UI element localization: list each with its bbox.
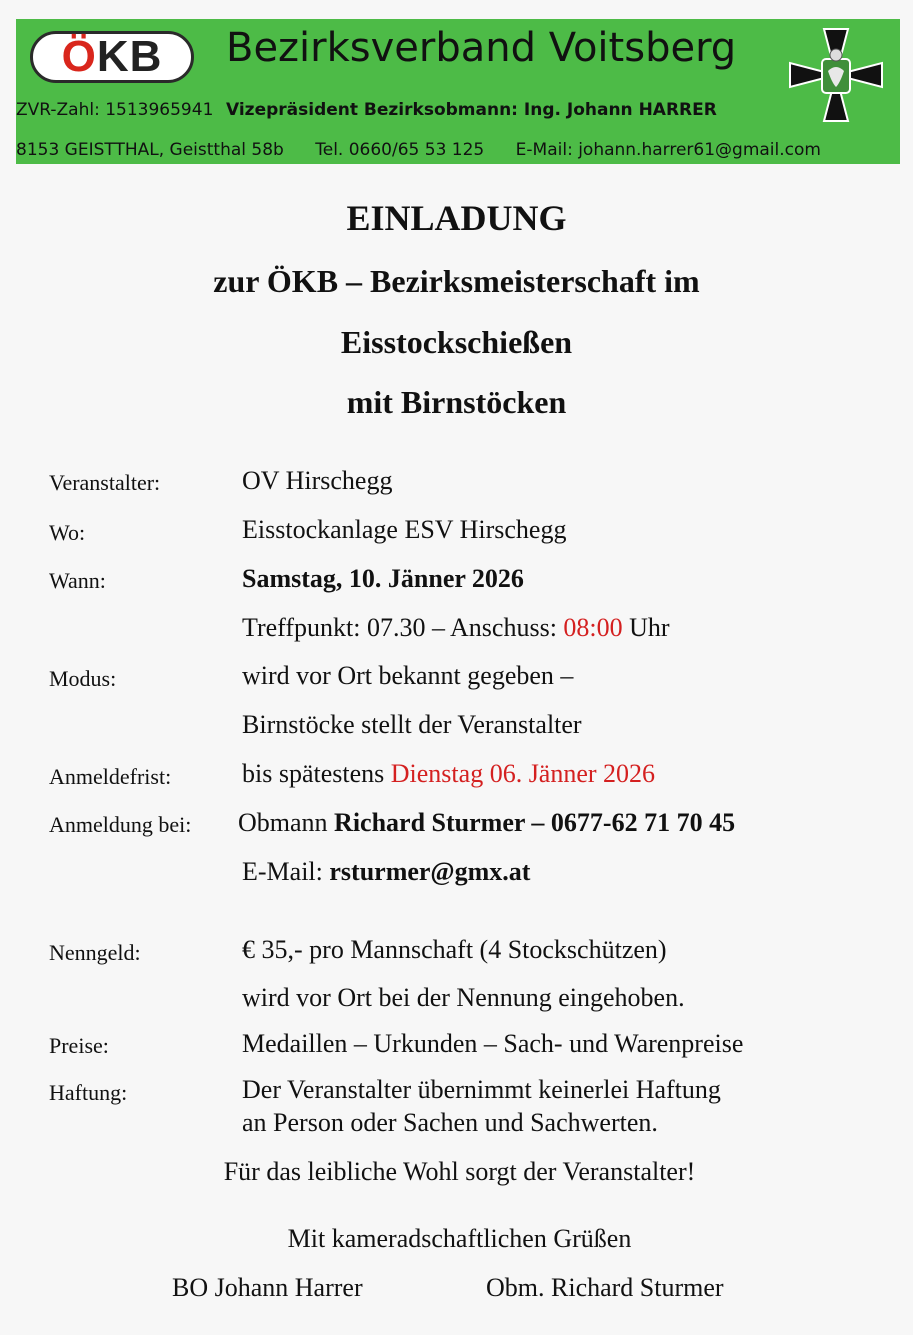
liability-line-1: Der Veranstalter übernimmt keinerlei Haftung (242, 1075, 721, 1104)
contact-line (16, 140, 847, 160)
registration-label: Anmeldung bei: (49, 812, 192, 837)
org-name: Bezirksverband Voitsberg (226, 25, 737, 71)
address: 8153 GEISTTHAL, Geistthal 58b (16, 140, 284, 160)
liability-line-2: an Person oder Sachen und Sachwerten. (242, 1108, 658, 1137)
registration-email-line (242, 857, 530, 887)
title-line-3: Eisstockschießen (340, 324, 573, 360)
registration-email[interactable]: rsturmer@gmx.at (329, 857, 531, 886)
prizes-label: Preise: (49, 1033, 109, 1058)
black-cross-coat-of-arms-icon (786, 25, 886, 125)
signer-2: Obm. Richard Sturmer (486, 1273, 724, 1302)
title-line-4: mit Birnstöcken (346, 384, 567, 420)
liability-label: Haftung: (49, 1080, 128, 1105)
prizes-value: Medaillen – Urkunden – Sach- und Warenpreise (242, 1029, 744, 1058)
meeting-suffix: Uhr (629, 613, 670, 642)
vice-president: Vizepräsident Bezirksobmann: Ing. Johann HARRER (226, 100, 717, 120)
meeting-prefix: Treffpunkt: 07.30 – Anschuss: (242, 613, 557, 642)
where-label: Wo: (49, 520, 86, 545)
organizer-value: OV Hirschegg (242, 466, 393, 495)
invitation-heading: EINLADUNG (346, 198, 567, 238)
when-label: Wann: (49, 568, 106, 593)
deadline-prefix: bis spätestens (242, 759, 385, 788)
mode-line-1: wird vor Ort bekannt gegeben – (242, 661, 574, 690)
fee-line-1: € 35,- pro Mannschaft (4 Stockschützen) (242, 935, 667, 964)
registration-line (238, 808, 735, 838)
okb-logo-letter: Ö (61, 32, 97, 81)
start-time: 08:00 (563, 613, 623, 642)
okb-logo (30, 31, 194, 83)
deadline-label: Anmeldefrist: (49, 764, 172, 789)
okb-logo-text (62, 32, 163, 82)
registration-email-prefix: E-Mail: (242, 857, 323, 886)
registration-contact: Richard Sturmer – 0677-62 71 70 45 (334, 808, 736, 837)
title-line-2: zur ÖKB – Bezirksmeisterschaft im (213, 263, 700, 299)
fee-label: Nenngeld: (49, 940, 141, 965)
zvr-number: ZVR-Zahl: 1513965941 (16, 100, 214, 120)
phone: Tel. 0660/65 53 125 (315, 140, 485, 160)
mode-label: Modus: (49, 666, 117, 691)
registration-prefix: Obmann (238, 808, 328, 837)
when-value: Samstag, 10. Jänner 2026 (242, 564, 524, 593)
deadline-line (242, 759, 655, 789)
fee-line-2: wird vor Ort bei der Nennung eingehoben. (242, 983, 685, 1012)
meeting-time-line (242, 613, 670, 643)
catering-note: Für das leibliche Wohl sorgt der Veranstalter! (223, 1157, 696, 1186)
where-value: Eisstockanlage ESV Hirschegg (242, 515, 567, 544)
organizer-label: Veranstalter: (49, 470, 161, 495)
mode-line-2: Birnstöcke stellt der Veranstalter (242, 710, 582, 739)
signer-1: BO Johann Harrer (172, 1273, 363, 1302)
greeting: Mit kameradschaftlichen Grüßen (287, 1224, 632, 1253)
letterhead (16, 19, 900, 164)
okb-logo-rest: KB (96, 32, 163, 81)
deadline-date: Dienstag 06. Jänner 2026 (390, 759, 656, 788)
header-email: E-Mail: johann.harrer61@gmail.com (515, 140, 821, 160)
